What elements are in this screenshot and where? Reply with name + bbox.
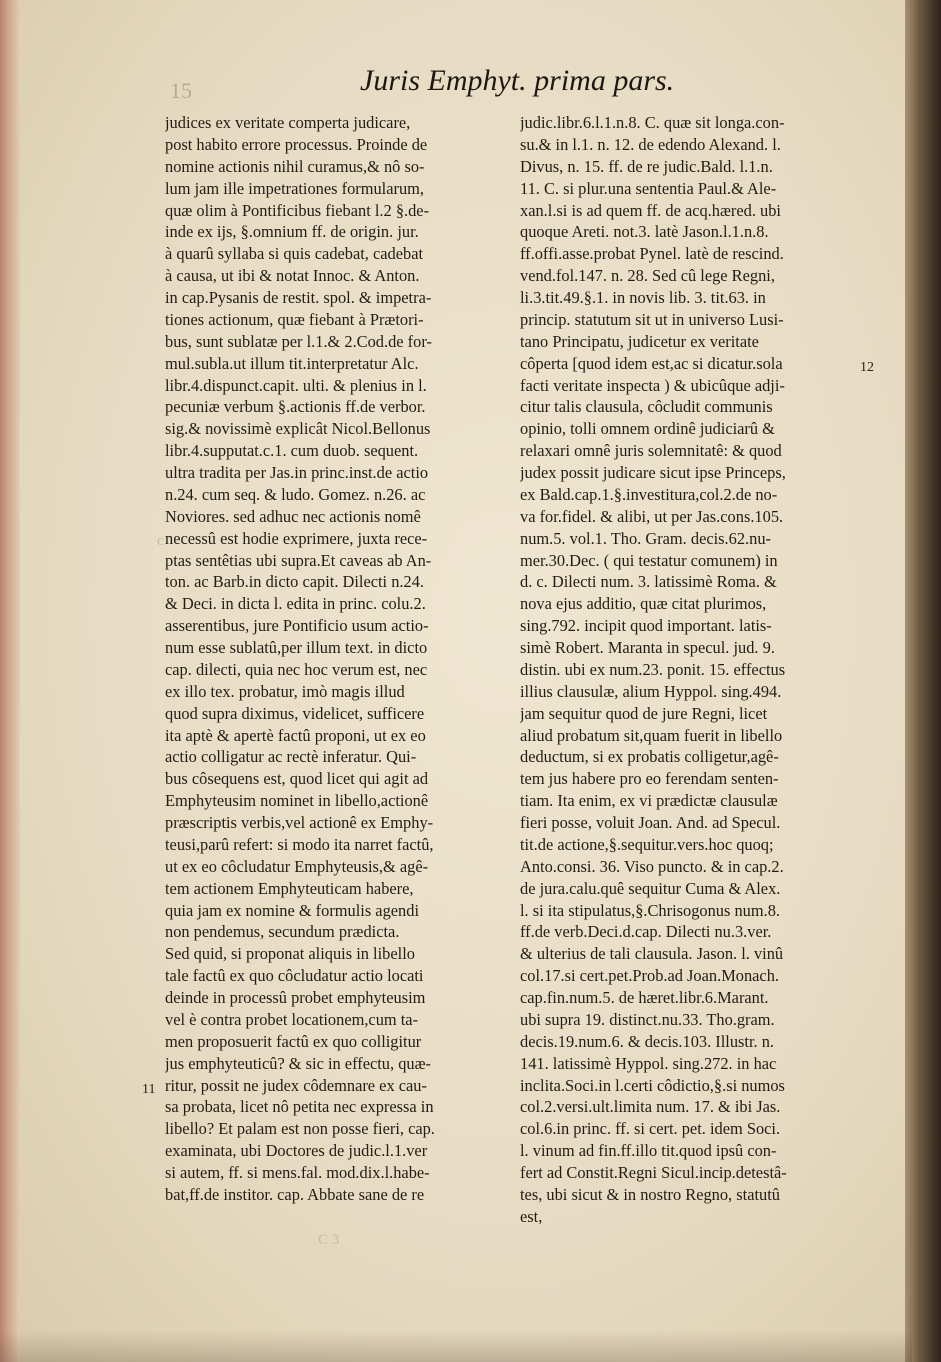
text-line: Noviores. sed adhuc nec actionis nomê — [165, 506, 421, 526]
text-line: l. vinum ad fin.ff.illo tit.quod ipsû con- — [520, 1141, 777, 1161]
text-line: princip. statutum sit ut in universo Lusi- — [520, 309, 784, 329]
faint-mark: c — [157, 533, 164, 549]
text-line: si autem, ff. si mens.fal. mod.dix.l.habe- — [165, 1163, 430, 1182]
text-line: Emphyteusim nominet in libello,actionê — [165, 791, 429, 811]
text-line: ff.de verb.Deci.d.cap. Dilecti nu.3.ver. — [520, 922, 772, 942]
text-line: bus côsequens est, quod licet qui agit ad — [165, 769, 429, 789]
text-line: sa probata, licet nô petita nec expressa in — [165, 1097, 434, 1117]
text-line: præscriptis verbis,vel actionê ex Emphy- — [165, 813, 434, 832]
text-line: ita aptè & apertè factû proponi, ut ex eo — [165, 725, 426, 745]
text-line: jam sequitur quod de jure Regni, licet — [520, 703, 768, 723]
text-line: côperta [quod idem est,ac si dicatur.sola — [520, 353, 783, 373]
text-line: men proposuerit factû ex quo colligitur — [165, 1031, 422, 1051]
text-line: col.17.si cert.pet.Prob.ad Joan.Monach. — [520, 966, 780, 986]
text-line: Divus, n. 15. ff. de re judic.Bald. l.1.n. — [520, 156, 773, 176]
text-line: quoque Areti. not.3. latè Jason.l.1.n.8. — [520, 222, 769, 242]
text-line: ex Bald.cap.1.§.investitura,col.2.de no- — [520, 484, 778, 504]
text-line: illius clausulæ, alium Hyppol. sing.494. — [520, 681, 782, 701]
text-line: & Deci. in dicta l. edita in princ. colu.2. — [165, 594, 426, 614]
text-line: xan.l.si is ad quem ff. de acq.hæred. ubi — [520, 200, 781, 220]
text-line: num.5. vol.1. Tho. Gram. decis.62.nu- — [520, 528, 771, 548]
text-line: va for.fidel. & alibi, ut per Jas.cons.105. — [520, 506, 784, 526]
text-line: opinio, tolli omnem ordinê judiciarû & — [520, 419, 775, 439]
text-line: ritur, possit ne judex côdemnare ex cau- — [165, 1075, 427, 1095]
text-line: sing.792. incipit quod important. latis- — [520, 616, 772, 636]
text-line: & ulterius de tali clausula. Jason. l. vinû — [520, 944, 784, 964]
text-line: judic.libr.6.l.1.n.8. C. quæ sit longa.con- — [520, 113, 785, 132]
text-line: inclita.Soci.in l.certi côdictio,§.si numos — [520, 1075, 785, 1095]
text-line: citur talis clausula, côcludit communis — [520, 397, 773, 417]
text-line: l. si ita stipulatus,§.Chrisogonus num.8. — [520, 900, 780, 920]
text-line: lum jam ille impetrationes formularum, — [165, 178, 425, 198]
text-line: inde ex ijs, §.omnium ff. de origin. jur. — [165, 222, 419, 242]
text-line: n.24. cum seq. & ludo. Gomez. n.26. ac — [165, 484, 426, 504]
text-line: judex possit judicare sicut ipse Princeps, — [520, 463, 786, 482]
text-line: pecuniæ verbum §.actionis ff.de verbor. — [165, 397, 426, 417]
text-line: necessû est hodie exprimere, juxta rece- — [165, 528, 428, 548]
text-line: à quarû syllaba si quis cadebat, cadebat — [165, 244, 424, 264]
text-line: cap.fin.num.5. de hæret.libr.6.Marant. — [520, 988, 769, 1007]
text-line: ut ex eo côcludatur Emphyteusis,& agê- — [165, 856, 429, 876]
text-line: asserentibus, jure Pontificio usum actio- — [165, 616, 429, 636]
text-line: num esse sublatû,per illum text. in dicto — [165, 638, 428, 657]
text-line: in cap.Pysanis de restit. spol. & impetra- — [165, 288, 432, 307]
text-line: bat,ff.de institor. cap. Abbate sane de re — [165, 1184, 425, 1204]
text-line: post habito errore processus. Proinde de — [165, 134, 428, 154]
text-line: aliud probatum sit,quam fuerit in libello — [520, 725, 783, 745]
page-number: 15 — [170, 78, 192, 103]
text-line: libello? Et palam est non posse fieri, cap. — [165, 1119, 435, 1139]
text-line: d. c. Dilecti num. 3. latissimè Roma. & — [520, 572, 777, 592]
left-text-column — [165, 112, 501, 1206]
text-line: Sed quid, si proponat aliquis in libello — [165, 944, 415, 964]
text-line: fieri posse, voluit Joan. And. ad Specul. — [520, 813, 781, 832]
text-line: tale factû ex quo côcludatur actio locati — [165, 966, 424, 986]
text-line: nova ejus additio, quæ citat plurimos, — [520, 594, 767, 614]
text-line: à causa, ut ibi & notat Innoc. & Anton. — [165, 266, 420, 286]
margin-number-left: 11 — [142, 1082, 156, 1097]
text-line: ex illo tex. probatur, imò magis illud — [165, 681, 405, 701]
text-line: tano Principatu, judicetur ex veritate — [520, 331, 759, 351]
text-line: libr.4.supputat.c.1. cum duob. sequent. — [165, 441, 419, 461]
text-line: quod supra diximus, videlicet, sufficere — [165, 703, 425, 723]
right-text-column — [520, 112, 858, 1228]
text-line: tes, ubi sicut & in nostro Regno, statutû — [520, 1184, 780, 1204]
book-gutter — [905, 0, 941, 1362]
text-line: jus emphyteuticû? & sic in effectu, quæ- — [165, 1053, 431, 1073]
text-line: deductum, si ex probatis colligetur,agê- — [520, 747, 779, 767]
text-line: de jura.calu.quê sequitur Cuma & Alex. — [520, 878, 781, 898]
text-line: teusi,parû refert: si modo ita narret factû, — [165, 834, 434, 854]
text-line: tiones actionum, quæ fiebant à Prætori- — [165, 309, 424, 329]
running-title: Juris Emphyt. prima pars. — [360, 64, 675, 97]
text-line: mul.subla.ut illum tit.interpretatur Alc. — [165, 353, 419, 373]
red-page-edge — [0, 0, 20, 1362]
text-line: vel è contra probet locationem,cum ta- — [165, 1009, 419, 1029]
text-line: 11. C. si plur.una sententia Paul.& Ale- — [520, 178, 777, 198]
text-line: tem actionem Emphyteuticam habere, — [165, 878, 414, 898]
text-line: nomine actionis nihil curamus,& nô so- — [165, 156, 425, 176]
text-line: sig.& novissimè explicât Nicol.Bellonus — [165, 419, 431, 439]
page-shadow — [0, 1330, 912, 1362]
text-line: col.6.in princ. ff. si cert. pet. idem Soci. — [520, 1119, 781, 1139]
text-line: mer.30.Dec. ( qui testatur comunem) in — [520, 550, 778, 570]
text-line: cap. dilecti, quia nec hoc verum est, nec — [165, 659, 428, 679]
text-line: ubi supra 19. distinct.nu.33. Tho.gram. — [520, 1009, 775, 1029]
text-line: vend.fol.147. n. 28. Sed cû lege Regni, — [520, 266, 775, 286]
text-line: facti veritate inspecta ) & ubicûque adji- — [520, 375, 785, 395]
text-line: libr.4.dispunct.capit. ulti. & plenius in l. — [165, 375, 427, 395]
text-line: simè Robert. Maranta in specul. jud. 9. — [520, 638, 775, 657]
text-line: ultra tradita per Jas.in princ.inst.de actio — [165, 463, 429, 482]
text-line: tiam. Ita enim, ex vi prædictæ clausulæ — [520, 791, 778, 811]
signature-mark: C 3 — [318, 1232, 340, 1248]
text-line: examinata, ubi Doctores de judic.l.1.ver — [165, 1141, 428, 1161]
text-line: non pendemus, secundum prædicta. — [165, 922, 400, 942]
text-line: deinde in processû probet emphyteusim — [165, 988, 426, 1007]
text-line: ptas sentêtias ubi supra.Et caveas ab An- — [165, 550, 432, 570]
text-line: est, — [520, 1206, 543, 1226]
text-line: quia jam ex nomine & formulis agendi — [165, 900, 419, 920]
text-line: fert ad Constit.Regni Sicul.incip.detestâ- — [520, 1163, 787, 1182]
text-line: judices ex veritate comperta judicare, — [165, 113, 411, 132]
margin-number-right: 12 — [860, 360, 874, 375]
text-line: distin. ubi ex num.23. ponit. 15. effectus — [520, 659, 786, 679]
text-line: actio colligatur ac rectè inferatur. Qui- — [165, 747, 417, 767]
text-line: relaxari omnê juris solemnitatê: & quod — [520, 441, 782, 461]
text-line: quæ olim à Pontificibus fiebant l.2 §.de- — [165, 200, 430, 220]
text-line: bus, sunt sublatæ per l.1.& 2.Cod.de for- — [165, 331, 432, 351]
text-line: tem jus habere pro eo ferendam senten- — [520, 769, 779, 789]
text-line: tit.de actione,§.sequitur.vers.hoc quoq; — [520, 834, 774, 854]
text-line: decis.19.num.6. & decis.103. Illustr. n. — [520, 1031, 775, 1051]
text-line: 141. latissimè Hyppol. sing.272. in hac — [520, 1053, 777, 1073]
text-line: li.3.tit.49.§.1. in novis lib. 3. tit.63. in — [520, 288, 766, 307]
text-line: ff.offi.asse.probat Pynel. latè de rescind. — [520, 244, 784, 264]
text-line: col.2.versi.ult.limita num. 17. & ibi Jas. — [520, 1097, 781, 1117]
text-line: su.& in l.1. n. 12. de edendo Alexand. l. — [520, 134, 781, 154]
text-line: ton. ac Barb.in dicto capit. Dilecti n.24. — [165, 572, 424, 592]
text-line: Anto.consi. 36. Viso puncto. & in cap.2. — [520, 856, 784, 876]
